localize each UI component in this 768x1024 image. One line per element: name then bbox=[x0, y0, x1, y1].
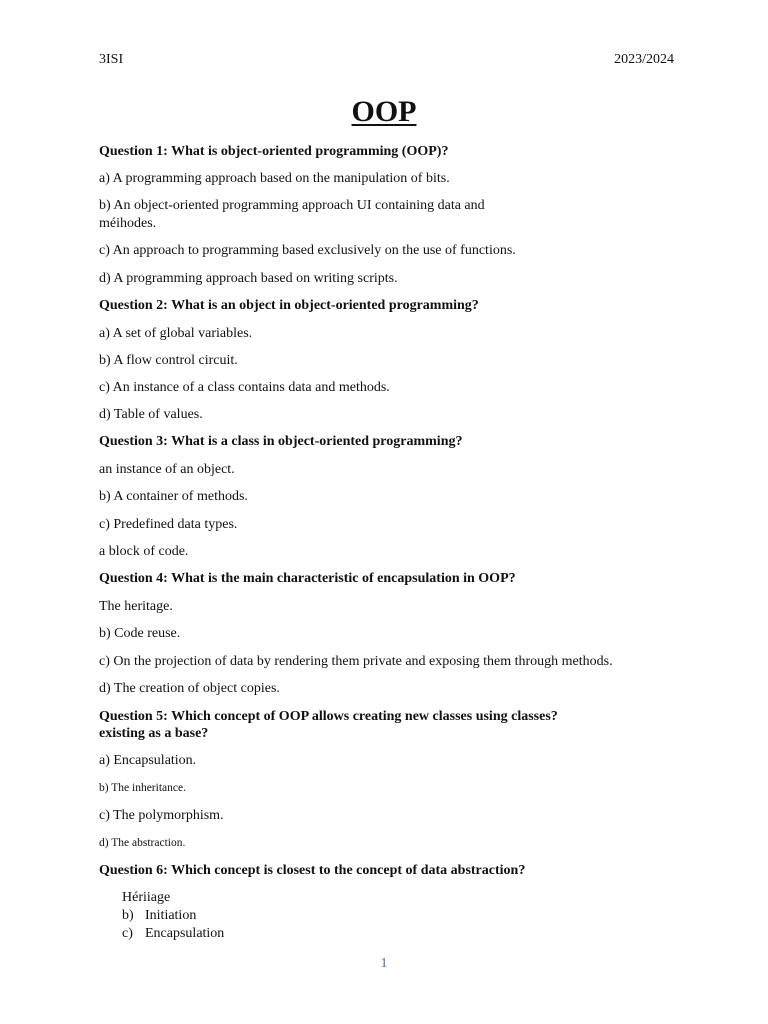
question-5-continued: existing as a base? bbox=[99, 726, 209, 741]
answer-6b-marker: b) bbox=[122, 908, 134, 923]
answer-1d: d) A programming approach based on writing scripts. bbox=[99, 271, 398, 286]
question-6: Question 6: Which concept is closest to the concept of data abstraction? bbox=[99, 863, 526, 878]
answer-5c: c) The polymorphism. bbox=[99, 808, 224, 823]
answer-3b: b) A container of methods. bbox=[99, 489, 248, 504]
header-class-code: 3ISI bbox=[99, 52, 124, 67]
answer-3a: an instance of an object. bbox=[99, 462, 235, 477]
header-school-year: 2023/2024 bbox=[614, 52, 674, 67]
page-number: 1 bbox=[380, 956, 388, 971]
question-5: Question 5: Which concept of OOP allows creating new classes using classes? bbox=[99, 709, 558, 724]
answer-1b: b) An object-oriented programming approach UI containing data and bbox=[99, 198, 485, 213]
answer-2d: d) Table of values. bbox=[99, 407, 203, 422]
answer-6a-text: Hériiage bbox=[122, 890, 171, 905]
answer-2a: a) A set of global variables. bbox=[99, 326, 253, 341]
answer-4a: The heritage. bbox=[99, 599, 173, 614]
question-4: Question 4: What is the main characteristic of encapsulation in OOP? bbox=[99, 571, 516, 586]
answer-3c: c) Predefined data types. bbox=[99, 517, 238, 532]
answer-1a: a) A programming approach based on the manipulation of bits. bbox=[99, 171, 450, 186]
answer-2c: c) An instance of a class contains data and methods. bbox=[99, 380, 390, 395]
question-2: Question 2: What is an object in object-oriented programming? bbox=[99, 298, 479, 313]
question-1: Question 1: What is object-oriented programming (OOP)? bbox=[99, 144, 449, 159]
question-3: Question 3: What is a class in object-oriented programming? bbox=[99, 434, 463, 449]
answer-6c-text: Encapsulation bbox=[145, 926, 225, 941]
answer-5d: d) The abstraction. bbox=[99, 837, 186, 849]
document-title: OOP bbox=[351, 95, 417, 128]
answer-3d: a block of code. bbox=[99, 544, 189, 559]
answer-6b-text: Initiation bbox=[145, 908, 197, 923]
answer-1c: c) An approach to programming based exclusively on the use of functions. bbox=[99, 243, 516, 258]
answer-6c bbox=[122, 925, 224, 943]
answer-1b-continued: méihodes. bbox=[99, 216, 157, 231]
answer-6c-marker: c) bbox=[122, 926, 133, 941]
answer-5b: b) The inheritance. bbox=[99, 782, 186, 794]
answer-4b: b) Code reuse. bbox=[99, 626, 181, 641]
answer-2b: b) A flow control circuit. bbox=[99, 353, 238, 368]
answer-5a: a) Encapsulation. bbox=[99, 753, 197, 768]
answer-6a bbox=[122, 889, 170, 907]
answer-4c: c) On the projection of data by rendering them private and exposing them through methods. bbox=[99, 654, 613, 669]
answer-6b bbox=[122, 907, 196, 925]
answer-4d: d) The creation of object copies. bbox=[99, 681, 280, 696]
